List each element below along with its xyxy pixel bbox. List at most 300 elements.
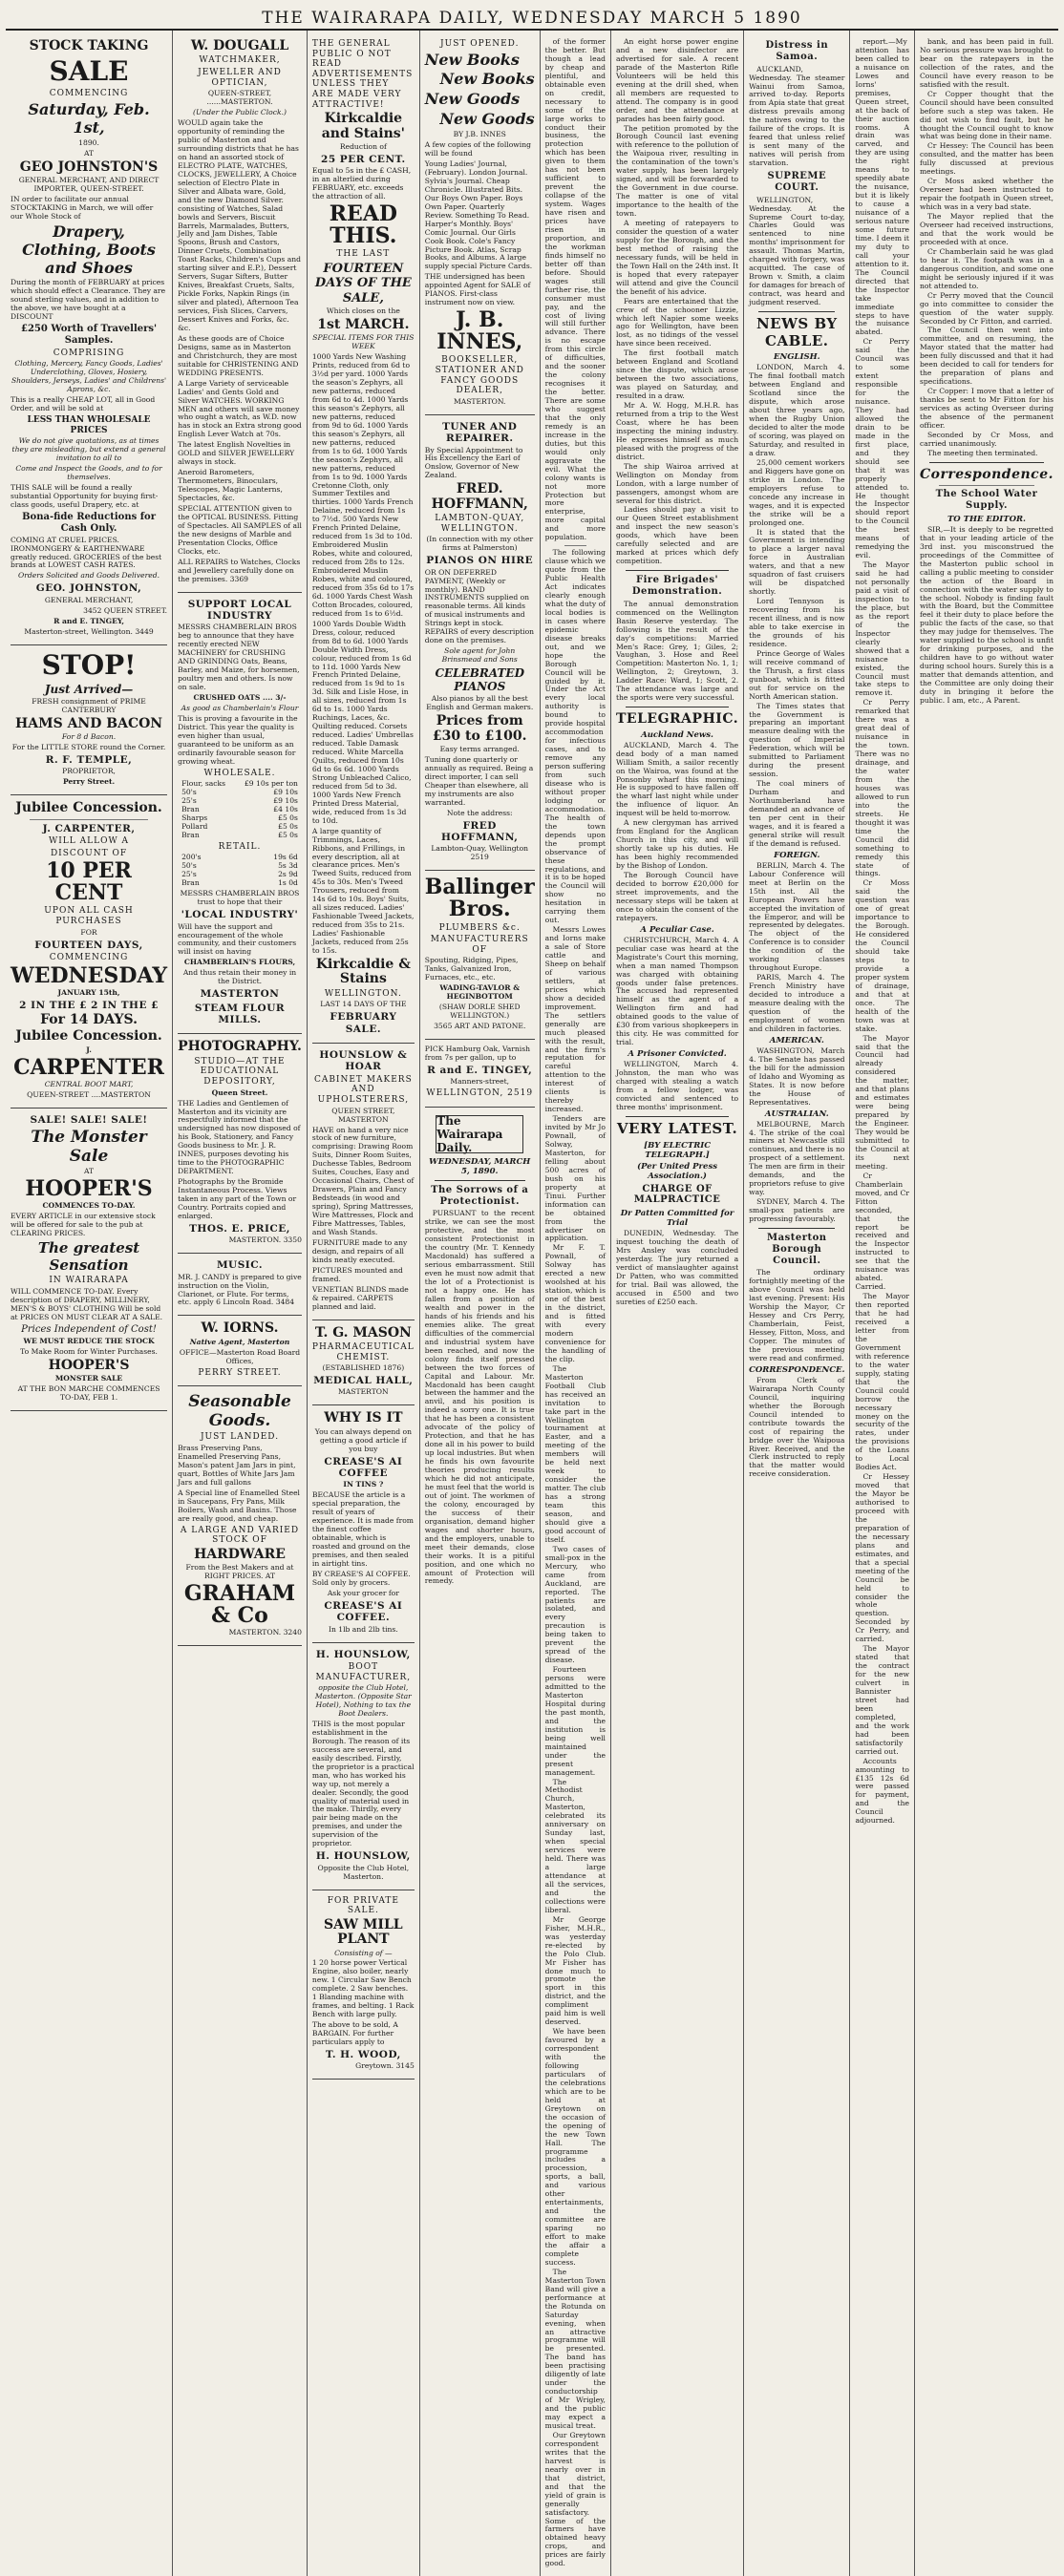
article-body: The meeting then terminated. [926, 448, 1038, 457]
ad-body: A large quantity of Trimmings, Laces, Ribbons, and Frillings, in every description, all at clearance prices. Men's Tweed Suits, reduced from 45s to 30s. Men's Tweed Trousers, reduced from 14s 6d to 10s. Boys' Suits, all sizes reduced. Ladies' Fashionable Tweed Jackets, reduced from 35s to 21s. Ladies' Fashionable Jackets, reduced from 25s to 15s. [311, 826, 415, 955]
ad-heading: LESS THAN WHOLESALE PRICES [27, 415, 151, 435]
masthead: THE WAIRARAPA DAILY, WEDNESDAY MARCH 5 1890 [6, 6, 1058, 31]
article-subheading: (Per United Press Association.) [637, 1161, 718, 1181]
ad-heading: SAW MILL PLANT [324, 1916, 403, 1948]
ad-heading: Prices Independent of Cost! [21, 1323, 157, 1335]
ad-text: Reduction of [339, 142, 387, 152]
ad-text: Manners-street, [450, 1077, 510, 1087]
ad-body: PICTURES mounted and framed. [311, 1265, 403, 1283]
ad-heading: CREASE'S AI COFFEE [324, 1455, 403, 1480]
ad-signature: J. B. INNES, [436, 307, 523, 355]
article-body: The annual demonstration commenced on the Wellington Basin Reserve yesterday. The following is the result of the day's competitions: Married Men's Race: Grey, 1; Giles, 2; Vaughan, 3. Hose and Reel Competition: Masterton No. 1, 1; Wellington, 2; Greytown, 3. Ladder Race: Ward, 1; Scott, 2. The attendance was large and the sports were very successful. [615, 599, 739, 703]
ad-photography [178, 1034, 302, 1254]
ad-heading: Bona-fide Reductions for Cash Only. [22, 512, 156, 534]
ad-heading: The Monster Sale [31, 1128, 147, 1167]
ad-text: As good as Chamberlain's Flour [181, 703, 299, 712]
column-7 [744, 31, 850, 2576]
ad-text: For 8 d Bacon. [61, 732, 117, 742]
ad-mason-chemist [312, 1320, 415, 1406]
ad-body: COMING AT CRUEL PRICES. IRONMONGERY & EARTHENWARE greatly reduced. GROCERIES of the best brands at LOWEST CASH RATES. [11, 535, 162, 570]
divider [758, 311, 835, 312]
ad-text: WELLINGTON. [324, 988, 402, 999]
ad-heading: 10 PER CENT [46, 858, 132, 906]
ad-stop-hams [11, 645, 167, 796]
price-value: £9 10s per ton [244, 779, 298, 789]
price-value: 2s 9d [278, 870, 298, 879]
ad-heading: SUPPORT LOCAL INDUSTRY [187, 598, 292, 622]
article-body: 25,000 cement workers and Riggers have gone on strike in London. The employers refuse to concede any increase in wages, and it is expected the strike will be a prolonged one. [749, 457, 845, 527]
article-subheading: AMERICAN. [769, 1035, 824, 1045]
article-body: Cr Perry moved that the Council go into committee to consider the question of the water supply. Seconded by Cr Fitton, and carried. [919, 290, 1053, 326]
article-body: Cr Hessey: The Council has been consulted, and the matter has been fully discussed at previous meetings. [919, 141, 1053, 177]
ad-text: AT THE BON MARCHE COMMENCES TO-DAY, FEB 1. [17, 1383, 160, 1402]
ad-signature: THOS. E. PRICE, [189, 1222, 290, 1235]
price-row [178, 879, 302, 888]
ad-body: Clothing, Mercery, Fancy Goods, Ladies' Underclothing, Gloves, Hosiery, Shoulders, Jerseys, Ladies' and Childrens' Aprons, &c. [11, 359, 167, 394]
ad-heading: J. CARPENTER, [42, 822, 136, 834]
ad-heading: HAMS AND BACON [15, 715, 163, 731]
article-body: The Masterton Football Club has received an invitation to take part in the Wellington tournament at Easter, and a meeting of the members will be held next week to consider the matter. The club has a strong team this season, and should give a good account of itself. [544, 1363, 606, 1544]
ad-body: MR. J. CANDY is prepared to give instruction on the Violin, Clarionet, or Flute. For terms, etc. apply 6 Lincoln Road. 3484 [178, 1272, 302, 1307]
ad-tingey [425, 1040, 535, 1108]
ad-text: Which closes on the [326, 306, 400, 315]
ad-heading: SALE [49, 55, 129, 88]
ad-hoffmann-pianos [425, 415, 535, 872]
ad-text: PROPRIETOR, [62, 767, 116, 776]
article-body: Cr Hessey moved that the Mayor be authorised to proceed with the preparation of the necessary plans and estimates, and that a special meeting of the Council be held to consider the whole question. Seconded by Cr Perry, and carried. [855, 1472, 909, 1644]
ad-hounslow-hoar [312, 1044, 415, 1320]
article-body: Seconded by Cr Moss, and carried unanimously. [919, 430, 1053, 448]
ad-text: BOOT MANUFACTURER, [315, 1661, 412, 1682]
price-value: £5 0s [278, 830, 298, 839]
leader-section [425, 1108, 535, 1592]
ad-text: IN WAIRARAPA [49, 1276, 129, 1286]
ad-text: LAMBTON-QUAY, WELLINGTON. [435, 514, 525, 534]
column-8 [850, 31, 915, 2576]
ad-text: JUST OPENED. [440, 39, 520, 49]
article-body: Mr A. W. Hogg, M.H.R. has returned from a trip to the West Coast, where he has been inspecting the mining industry. He expresses himself as much pleased with the progress of the district. [615, 401, 739, 461]
section-heading: NEWS BY CABLE. [755, 315, 838, 349]
ad-text: Note the address: [446, 808, 513, 817]
ad-text: And thus retain their money in the District. [182, 968, 297, 986]
ad-body: BY CREASE'S AI COFFEE. Sold only by grocers. [311, 1569, 411, 1587]
article-body: of the former the better. But though a lead by cheap and plentiful, and obtainable even on credit, necessary to some of the large works to conduct their business, the protection which has been given to them has not been sufficient to prevent the collapse of the system. Wages have risen and prices have risen in proportion, and the workman finds himself no better off than before. Should wages still further rise, the consumer must pay, and the cost of living will still further advance. There is no escape from this circle of difficulties, and the sooner the colony recognises it the better. There are some who suggest that the only remedy is an increase in the duties, but this would only aggravate the evil. What the colony wants is not more Protection but more enterprise, more capital and more population. [544, 37, 606, 542]
price-row [178, 832, 302, 840]
price-item: 25's [181, 870, 197, 879]
article-heading: The Sorrows of a Protectionist. [431, 1184, 529, 1207]
divider [30, 819, 148, 820]
divider [929, 462, 1044, 463]
ad-body: EVERY ARTICLE in our extensive stock will be offered for sale to the pub at CLEARING PRICES. [11, 1212, 156, 1238]
ad-body: THE Ladies and Gentlemen of Masterton and its vicinity are respectfully informed that the undersigned has now disposed of his Book, Stationery, and Fancy Goods business to Mr. J. R. INNES, purposes devoting his time to the PHOTOGRAPHIC DEPARTMENT. [178, 1098, 301, 1176]
ad-innes-books [425, 33, 535, 415]
ad-text: PHARMACEUTICAL CHEMIST. [311, 1341, 415, 1362]
article-body: Accounts amounting to £135 12s 6d were passed for payment, and the Council adjourned. [855, 1756, 909, 1826]
ad-text: Queen Street. [211, 1087, 268, 1097]
price-item: 200's [181, 853, 202, 862]
ad-text: J. [86, 1045, 92, 1054]
article-body: Cr Copper thought that the Council should have been consulted before such a step was taken. He did not wish to find fault, but he thought the Council ought to know what was being done in their name. [919, 89, 1053, 141]
ad-heading: FOURTEEN DAYS OF THE SALE, [314, 261, 412, 306]
section-heading: TELEGRAPHIC. [615, 711, 739, 728]
ad-body: Tuning done quarterly or annually as required. Being a direct importer, I can sell Cheaper than elsewhere, all my instruments are also warranted. [424, 755, 534, 807]
article-body: Ladies should pay a visit to our Queen Street establishment and inspect the new season's goods, which have been carefully selected and are marked at prices which defy competition. [615, 505, 739, 566]
article-body: BERLIN, March 4. The Labour Conference will meet at Berlin on the 15th inst. All the European Powers have accepted the invitation of the Emperor, and will be represented by delegates. The object of the Conference is to consider the condition of the working classes throughout Europe. [749, 860, 845, 973]
ad-heading: WHY IS IT [324, 1410, 403, 1426]
article-body: The Borough Council have decided to borrow £20,000 for street improvements, and the necessary steps will be taken at once to obtain the consent of the ratepayers. [615, 871, 739, 922]
article-subheading: A Prisoner Convicted. [628, 1049, 727, 1060]
price-item: 25's [181, 796, 197, 806]
ad-text: FOR [80, 927, 97, 937]
ad-text: 3565 ART AND PATONE. [434, 1022, 526, 1031]
article-heading: SUPREME COURT. [767, 171, 827, 193]
ad-text: GENERAL MERCHANT, [44, 595, 134, 604]
ad-text: DISCOUNT OF [50, 848, 128, 858]
article-body: Cr Perry said the Council was to some extent responsible for the nuisance. They had allowed the drain to be made in the first place, and they should see that it was properly attended to. He thought the Inspector should report to the Council the best means of remedying the evil. [855, 337, 909, 560]
ad-heading: £250 Worth of Travellers' Samples. [21, 324, 158, 347]
ad-heading: Kirkcaldie and Stains' [321, 111, 405, 141]
ad-seasonable-goods [178, 1386, 302, 1646]
ad-heading: TUNER AND REPAIRER. [442, 420, 518, 445]
ad-text: WILL ALLOW A [49, 835, 130, 846]
ad-heading: MASTERTON [200, 988, 280, 1001]
article-body: MELBOURNE, March 4. The strike of the coal miners at Newcastle still continues, and there is no prospect of a settlement. The men are firm in their demands, and the proprietors refuse to give way. [749, 1119, 845, 1197]
columns [6, 31, 1058, 2568]
ad-text: Lambton-Quay, Wellington 2519 [431, 844, 529, 862]
price-item: Bran [181, 878, 200, 888]
ad-heading: HARDWARE [194, 1546, 286, 1562]
price-value: £9 10s [273, 788, 298, 797]
price-value: 5s 3d [278, 861, 298, 871]
article-subheading: TO THE EDITOR. [947, 514, 1027, 524]
price-item: 50's [181, 861, 197, 871]
price-item: Bran [181, 830, 200, 839]
divider [435, 1180, 525, 1181]
ad-heading: HOUNSLOW & HOAR [319, 1049, 408, 1073]
article-body: Fears are entertained that the crew of the schooner Lizzie, which left Napier some weeks ago for Wellington, have been lost, as no tidings of the vessel have since been received. [615, 296, 739, 348]
article-body: A new clergyman has arrived from England for the Anglican Church in this city, and will shortly take up his duties. He has been highly recommended by the Bishop of London. [615, 818, 739, 871]
ad-heading: PHOTOGRAPHY. [178, 1039, 302, 1055]
ad-date: Saturday, Feb. 1st, [28, 100, 150, 137]
ad-heading: HOOPER'S [25, 1176, 153, 1202]
article-subheading: CORRESPONDENCE. [749, 1364, 845, 1375]
ad-text: For the LITTLE STORE round the Corner. [11, 742, 166, 751]
ad-text: THE LAST [336, 249, 391, 260]
ad-text: FOR PRIVATE SALE. [327, 1895, 399, 1916]
ad-body: Orders Solicited and Goods Delivered. [18, 571, 160, 581]
article-body: The Mayor then reported that he had received a letter from the Government with reference to the water supply, stating that the Council could borrow the necessary money on the security of the rates, under the provisions of the Loans to Local Bodies Act. [855, 1292, 909, 1472]
ad-ballinger [425, 871, 535, 1040]
ad-heading: New Goods [439, 110, 535, 129]
ad-text: PERRY STREET. [198, 1367, 282, 1378]
ad-chamberlain-flour [178, 593, 302, 1035]
ad-text: WELLINGTON, 2519 [426, 1088, 534, 1099]
ad-signature: GRAHAM & Co [183, 1581, 296, 1629]
article-body: It is stated that the Government is intending to place a larger naval force in Australian waters, and that a new squadron of fast cruisers will be dispatched shortly. [749, 527, 845, 597]
article-body: The Council then went into committee, and on resuming, the Mayor stated that the matter had been fully discussed and that it had been decided to call for tenders for the preparation of plans and specifications. [919, 326, 1053, 387]
ad-heading: 2 IN THE £ 2 IN THE £ [19, 999, 159, 1011]
ad-text: COMPRISING [53, 348, 125, 358]
ad-heading: PIANOS ON HIRE [426, 555, 534, 567]
column-3 [308, 31, 420, 2576]
news-column [545, 33, 606, 2573]
ad-iorns [178, 1316, 302, 1386]
ad-body: Spouting, Ridging, Pipes, Tanks, Galvanized Iron, Furnaces, etc., etc. [424, 956, 519, 982]
ad-text: BOOKSELLER, STATIONER AND FANCY GOODS DEALER, [435, 355, 524, 396]
article-body: WELLINGTON, March 4. Johnston, the man who was charged with stealing a watch from a fellow lodger, was convicted and sentenced to three months' imprisonment. [615, 1060, 739, 1111]
price-item: 50's [181, 788, 197, 797]
ad-body: PICK Hamburg Oak, Varnish from 7s per gallon, up to [424, 1045, 531, 1062]
article-body: An eight horse power engine and a new disinfector are advertised for sale. A recent parade of the Masterton Rifle Volunteers will be held this evening at the drill shed, when all members are requested to attend. The company is in good order, and the attendance at parades has been fairly good. [615, 37, 739, 123]
ad-body: BECAUSE the article is a special preparation, the result of years of experience. It is made from the finest coffee obtainable, which is roasted and ground on the premises, and then sealed in airtight tins. [311, 1490, 414, 1568]
article-body: AUCKLAND, March 4. The dead body of a man named William Smith, a sailor recently on the Wairoa, was found at the Ponsonby wharf this morning. He is supposed to have fallen off the wharf last night while under the influence of liquor. An inquest will be held to-morrow. [615, 740, 739, 818]
article-body: Mr F. T. Pownall, of Solway has erected a new woolshed at his station, which is one of the best in the district, and is fitted with every modern convenience for the handling of the clip. [544, 1243, 606, 1363]
ad-text: MASTERTON. 3240 [228, 1628, 302, 1637]
price-item: Sharps [181, 813, 208, 823]
ad-text: CRUSHED OATS .... 3/- [193, 692, 287, 702]
ad-body: FURNITURE made to any design, and repairs of all kinds neatly executed. [311, 1237, 408, 1264]
ad-text: Perry Street. [62, 777, 116, 787]
price-table-retail [178, 854, 302, 888]
article-body: Mr George Fisher, M.H.R., was yesterday re-elected by the Polo Club. Mr Fisher has done much to promote the sport in this district, and the compliment paid him is well deserved. [544, 1914, 606, 2027]
ad-text: JANUARY 15th, [57, 987, 120, 997]
ad-jubilee-concession [11, 795, 167, 1108]
ad-text: Sole agent for John Brinsmead and Sons [441, 646, 518, 665]
article-body: Cr Chamberlain moved, and Cr Fitton seconded, that the report be received and the Inspector instructed to see that the nuisance was abated. Carried. [855, 1171, 909, 1292]
ad-body: Come and Inspect the Goods, and to for themselves. [15, 464, 162, 482]
article-body: The Mayor said that the Council had already considered the matter, and that plans and estimates were being prepared by the Engineer. They would be submitted to the Council at its next meeting. [855, 1033, 909, 1171]
ad-text: PLUMBERS &c. [438, 922, 521, 933]
ad-text: 1890. [78, 137, 99, 147]
ad-body: THIS is the most popular establishment in the Borough. The reason of its success are several, and easily described. Firstly, the proprietor is a practical man, who has worked his way up, not merely a dealer. Secondly, the good quality of material used in the make. Thirdly, every pair being made on the premises, and under the supervision of the proprietor. [311, 1719, 415, 1848]
ad-body: THE undersigned has been appointed Agent for SALE of PIANOS. First-class instrument now on view. [424, 272, 531, 307]
ad-text: QUEEN-STREET ....MASTERTON [27, 1089, 151, 1099]
ad-text: COMMENCING [49, 952, 129, 962]
ad-signature: R and E. TINGEY, [427, 1064, 533, 1076]
column-9 [915, 31, 1058, 2576]
ad-heading: H. HOUNSLOW, [315, 1648, 411, 1660]
ad-text: MASTERTON. [453, 396, 506, 406]
ad-heading: Jubilee Concession. [15, 800, 162, 816]
ad-heading: CELEBRATED PIANOS [435, 666, 524, 694]
ad-text: Easy terms arranged. [439, 745, 520, 754]
price-value: £5 0s [278, 813, 298, 823]
ad-heading: 'LOCAL INDUSTRY' [181, 909, 299, 921]
ad-body: This is proving a favourite in the District. This year the quality is even higher than usual, guaranteed to be uniform as an ordinarily favourable season for growing wheat. [178, 713, 298, 766]
price-value: £4 10s [273, 805, 298, 814]
ad-body: As these goods are of Choice Designs, same as in Masterton and Christchurch, they are most suitable for CHRISTENING AND WEDDING PRESENTS. [178, 333, 299, 377]
ad-heading: FEBRUARY SALE. [330, 1011, 397, 1035]
ad-heading: Seasonable Goods. [188, 1392, 291, 1431]
ad-heading: Jubilee Concession. [15, 1028, 162, 1045]
article-body: The Mayor said he had not personally paid a visit of inspection to the place, but as the report of the Inspector clearly showed that a nuisance existed, the Council must take steps to remove it. [855, 560, 909, 698]
ad-text: (Under the Public Clock.) [193, 108, 287, 117]
ad-heading: FOURTEEN DAYS, [34, 939, 143, 951]
ad-text: R and E. TINGEY, [53, 616, 124, 625]
article-body: We have been favoured by a correspondent with the following particulars of the celebrations which are to be held at Greytown on the occasion of the opening of the new Town Hall. The programme includes a procession, sports, a ball, and various other entertainments, and the committee are sparing no effort to make the affair a complete success. [544, 2027, 606, 2267]
section-heading: VERY LATEST. [616, 1119, 738, 1137]
ad-text: (In connection with my other firms at Palmerston) [426, 535, 534, 553]
news-column [920, 33, 1053, 710]
article-body: SYDNEY, March 4. The small-pox patients are progressing favourably. [749, 1197, 845, 1224]
ad-body: ALL REPAIRS to Watches, Clocks and Jewellery carefully done on the premises. 3369 [178, 557, 301, 583]
article-subheading: AUSTRALIAN. [764, 1109, 829, 1119]
ad-text: MANUFACTURERS OF [430, 935, 529, 955]
ad-heading: HOOPER'S [48, 1357, 130, 1373]
ad-body: WOULD again take the opportunity of reminding the public of Masterton and surrounding districts that he has on hand an assorted stock of ELECTRO PLATE, WATCHES, CLOCKS, JEWELLERY, A Choice selection of Electro Plate in Silver and Albata ware, Gold, and the new Diamond Silver. consisting of Watches, Salad bowls and Servers, Biscuit Barrels, Marmalades, Butters, Jelly and Jam Dishes, Table Spoons, Brush and Castors, Dinner Cruets, Combination Toast Racks, Children's Cups and starting silver and E.P.), Dessert Servers, Sugar Sifters, Butter Knives, Breakfast Cruets, Salts, Pickle Forks, Napkin Rings (in silver and plated), Afternoon Tea services, Fish Slices, Carvers, Dessert Knives and Forks, &c. &c. [178, 118, 301, 332]
article-body: Cr Copper: I move that a letter of thanks be sent to Mr Fitton for his services as acting Overseer during the absence of the permanent officer. [919, 387, 1053, 430]
ad-body: A Large Variety of serviceable Ladies' and Gents Gold and Silver WATCHES. WORKING MEN and others will save money who ought a watch, as W.D. now has in stock an Extra strong good English Lever Watch at 70s. [178, 378, 302, 439]
ad-body: By Special Appointment to His Excellency the Earl of Onslow, Governor of New Zealand. [424, 445, 523, 480]
ad-text: AT [83, 148, 95, 158]
dateline: WEDNESDAY, MARCH 5, 1890. [429, 1156, 531, 1176]
price-item: Bran [181, 805, 200, 814]
ad-text: UPON ALL CASH PURCHASES [44, 906, 134, 926]
ad-text: Ask your grocer for [327, 1588, 399, 1597]
ad-text: Also pianos by all the best English and German makers. [426, 694, 534, 712]
ad-signature: T. H. WOOD, [325, 2048, 401, 2060]
ad-text: COMMENCES TO-DAY. [42, 1201, 136, 1211]
column-5 [541, 31, 611, 2576]
ad-heading: New Books [424, 50, 520, 69]
ad-body: HAVE on hand a very nice stock of new furniture, comprising: Drawing Room Suits, Dinner Room Suites, Duchesse Tables, Bedroom Suites, Couches, Easy and Occasional Chairs, Chest of Drawers, Plain and Fancy Bedsteads (in wood and spring), Spring Mattresses, Wire Mattresses, Flock and Fibre Mattresses, Tables, and Wash Stands. [311, 1125, 415, 1236]
article-body: SIR,—It is deeply to be regretted that in your leading article of the 3rd inst. you misconstrued the proceedings of the Committee of the Masterton public school in calling a public meeting to consider the action of the Board in connection with the water supply to the school. Nobody is finding fault with the Board, but the Committee feel it their duty to place before the public the facts of the case, so that they may judge for themselves. The water supplied to the school is unfit for drinking purposes, and the children have to go without water during school hours. Surely this is a matter that demands attention, and the Committee are only doing their duty in bringing it before the public. I am, etc., A Parent. [919, 524, 1053, 705]
ad-body: Photographs by the Bromide Instantaneous Process. Views taken in any part of the Town or Country. Portraits copied and enlarged. [178, 1177, 297, 1220]
ad-text: Just Arrived— [44, 682, 134, 696]
ad-heading: New Goods [424, 90, 521, 109]
ad-signature: GEO. JOHNSTON, [35, 582, 142, 595]
news-column [749, 33, 844, 1484]
ad-text: STUDIO—AT THE EDUCATIONAL DEPOSITORY, [194, 1056, 286, 1087]
article-subheading: A Peculiar Case. [640, 924, 714, 935]
article-body: CHRISTCHURCH, March 4. A peculiar case was heard at the Magistrate's Court this morning, when a man named Thompson was charged with obtaining goods under false pretences. The accused had represented himself as the agent of a Wellington firm and had obtained goods to the value of £30 from various shopkeepers in this city. He was committed for trial. [615, 935, 739, 1047]
ad-body: A few copies of the following will be found [424, 140, 531, 158]
ad-body: A Special line of Enamelled Steel in Saucepans, Fry Pans, Milk Boilers, Wash and Basins. Those are really good, and cheap. [178, 1488, 300, 1523]
ad-saw-mill [312, 1890, 415, 2080]
article-body: DUNEDIN, Wednesday. The inquest touching the death of Mrs Ansley was concluded yesterday. The jury returned a verdict of manslaughter against Dr Patten, who was committed for trial. Bail was allowed, the accused in £500 and two sureties of £250 each. [615, 1229, 739, 1306]
ad-heading: CREASE'S AI COFFEE. [324, 1599, 403, 1624]
news-column [855, 33, 909, 1830]
column-4 [420, 31, 541, 2576]
ad-text: AT [83, 1167, 95, 1176]
column-2 [173, 31, 308, 2576]
ad-text: GENERAL MERCHANT, AND DIRECT IMPORTER, QUEEN-STREET. [18, 176, 160, 194]
ad-stocktaking-sale [11, 33, 167, 645]
ad-body: During the month of FEBRUARY at prices which should effect a Clearance. They are sound sterling values, and in addition to the above, we have bought at a DISCOUNT [11, 278, 166, 322]
article-heading: The School Water Supply. [935, 489, 1038, 512]
price-value: 19s 6d [273, 853, 298, 862]
ad-heading: W. IORNS. [201, 1320, 279, 1337]
column-1 [6, 31, 173, 2576]
ad-text: OFFICE—Masterton Road Board Offices, [179, 1347, 301, 1365]
ad-heading: 1st MARCH. [317, 316, 410, 332]
divider [758, 1228, 835, 1229]
ad-heading: Drapery, Clothing, Boots and Shoes [22, 222, 156, 277]
article-body: WELLINGTON, Wednesday. At the Supreme Court to-day, Charles Gould was sentenced to nine months' imprisonment for assault. Thomas Martin, charged with forgery, was acquitted. The case of Brown v. Smith, a claim for damages for breach of contract, was heard and judgment reserved. [749, 195, 845, 307]
divider [939, 485, 1034, 486]
ad-store-name: GEO JOHNSTON'S [19, 158, 159, 175]
article-subheading: ENGLISH. [773, 352, 820, 363]
price-value: £9 10s [273, 796, 298, 806]
ad-text: WE MUST REDUCE THE STOCK [23, 1336, 155, 1345]
ad-heading: For 14 DAYS. [40, 1011, 138, 1027]
ad-text: From the Best Makers and at RIGHT PRICES. AT [185, 1563, 294, 1581]
article-body: Messrs Lowes and Iorns make a sale of Store cattle and Sheep on behalf of various settlers, at prices which show a decided improvement. The settlers generally are much pleased with the result, and the firm's reputation for careful attention to the interest of clients is thereby increased. [544, 925, 606, 1114]
article-heading: Masterton Borough Council. [767, 1233, 827, 1266]
ad-body: This is a really CHEAP LOT, all in Good Order, and will be sold at [11, 395, 156, 413]
ad-body: Aneroid Barometers, Thermometers, Binoculars, Telescopes, Magic Lanterns, Spectacles, &c. [178, 468, 283, 503]
ad-text: COMMENCING [49, 89, 129, 99]
ad-heading: Ballinger Bros. [424, 875, 535, 922]
ad-body: SPECIAL ATTENTION given to the OPTICAL BUSINESS. Fitting of Spectacles. All SAMPLES of all the new designs of Marble and Presentation Clocks, Office Clocks, etc. [178, 504, 302, 556]
ad-crease-coffee [312, 1405, 415, 1642]
ad-heading: FRED. HOFFMANN, [431, 481, 528, 512]
article-body: The Methodist Church, Masterton, celebrated its anniversary on Sunday last, when special services were held. There was a large attendance at all the services, and the collections were liberal. [544, 1777, 606, 1914]
article-subheading: Auckland News. [641, 729, 713, 740]
ad-heading: Prices from £30 to £100. [432, 713, 527, 744]
ad-body: The latest English Novelties in GOLD and SILVER JEWELLERY always in stock. [178, 440, 295, 467]
article-body: PURSUANT to the recent strike, we can see the most protective, and the most consistent Protectionist in the country (Mr. T. Kennedy Macdonald) has suffered a serious embarrassment. Still even he must now admit that the lot of a Protectionist is not a happy one. He has fallen from a position of wealth and power in the hands of his friends and his enemies alike. The great difficulties of the commercial and industrial system have been reached, and now the colony finds itself pressed between the two forces of Capital and Labour. Mr. Macdonald has been caught between the hammer and the anvil, and his position is indeed a sorry one. It is true that he has been a consistent advocate of the policy of Protection, and that he has done all in his power to build up local industries. But when he finds his own favourite theories producing results which he did not anticipate, he must feel that the world is out of joint. The workmen of the colony, encouraged by the success of their organisation, demand higher wages and shorter hours, and the employers, unable to meet their demands, close their works. It is a pitiful position, and one which no amount of Protection will remedy. [424, 1209, 535, 1586]
ad-text: To Make Room for Winter Purchases. [20, 1346, 158, 1356]
article-subheading: FOREIGN. [774, 850, 820, 860]
ad-text: WADING-TAVLOR & HEGINBOTTOM [439, 983, 521, 1002]
ad-body: MESSRS CHAMBERLAIN BROS beg to announce that they have recently erected NEW MACHINERY for CRUSHING AND GRINDING Oats, Beans, Barley, and Maize, for horsemen, poultry men and others. Is now on sale. [178, 623, 300, 692]
ad-text: Consisting of — [334, 1948, 393, 1957]
ad-text: LAST 14 DAYS OF THE [320, 1000, 407, 1009]
divider [626, 570, 729, 571]
price-value: 1s 0d [278, 878, 298, 888]
ad-heading: SALE! SALE! SALE! [30, 1113, 148, 1126]
ad-text: SPECIAL ITEMS FOR THIS WEEK [312, 333, 415, 351]
ad-text: You can always depend on getting a good article if you buy [314, 1426, 412, 1453]
ad-text: JUST LANDED. [200, 1432, 280, 1443]
ad-music [178, 1254, 302, 1316]
article-body: The first football match between England and Scotland since the dispute, which arose between the two associations, was played on Saturday, and resulted in a draw. [615, 348, 739, 401]
article-body: WASHINGTON, March 4. The Senate has passed the bill for the admission of Idaho and Wyoming as States. It is now before the House of Representatives. [749, 1045, 845, 1107]
divider [626, 1116, 729, 1117]
article-subheading: [BY ELECTRIC TELEGRAPH.] [644, 1140, 712, 1160]
ad-dougall-watchmaker [178, 33, 302, 593]
ad-heading: STEAM FLOUR MILLS. [194, 1002, 286, 1025]
article-body: The coal miners of Durham and Northumberland have demanded an advance of ten per cent in their wages, and it is feared a general strike will result if the demand is refused. [749, 779, 845, 848]
article-body: The Mayor stated that the contract for the new culvert in Bannister street had been completed, and the work had been satisfactorily carried out. [855, 1644, 909, 1756]
article-body: The ship Wairoa arrived at Wellington on Monday from London, with a large number of passengers, amongst whom are several for this district. [615, 461, 739, 505]
ad-text: WHOLESALE. [203, 768, 276, 778]
article-body: The Masterton Town Band will give a performance at the Rotunda on Saturday evening, when an attractive programme will be presented. The band has been practising diligently of late under the conductorship of Mr Wrigley, and the public may expect a musical treat. [544, 2267, 606, 2431]
ad-body: IN order to facilitate our annual STOCKTAKING in March, we will offer our Whole Stock of [11, 194, 154, 221]
ad-text: CABINET MAKERS AND UPHOLSTERERS, [313, 1074, 413, 1105]
article-body: Tenders are invited by Mr Jo Pownall, of Solway, Masterton, for felling about 500 acres of bush on his property at Tinui. Further information can be obtained from the advertiser on application. [544, 1114, 606, 1243]
ad-text: IN TINS ? [343, 1480, 384, 1489]
article-body: The petition promoted by the Borough Council last evening with reference to the pollution of the Waipoua river, resulting in the contamination of the town's water supply, has been largely signed, and will be forwarded to the Government in due course. The matter is one of vital importance to the health of the town. [615, 123, 739, 219]
article-body: LONDON, March 4. The final football match between England and Scotland since the dispute, which arose about three years ago, when the Rugby Union decided to alter the mode of scoring, was played on Saturday, and resulted in a draw. [749, 363, 845, 457]
ad-text: Greytown. 3145 [355, 2061, 415, 2071]
article-body: A meeting of ratepayers to consider the question of a water supply for the Borough, and the best method of raising the necessary funds, will be held in the Town Hall on the 24th inst. It is hoped that every ratepayer will attend and give the Council the benefit of his advice. [615, 219, 739, 296]
ad-signature: R. F. TEMPLE, [45, 753, 133, 766]
ad-heading: MUSIC. [216, 1259, 264, 1272]
ad-text: QUEEN-STREET, ......MASTERTON. [206, 89, 273, 107]
ad-heading: The greatest Sensation [37, 1239, 140, 1274]
article-body: Fourteen persons were admitted to the Masterton Hospital during the past month, and the institution is being well maintained under the present management. [544, 1665, 606, 1777]
article-body: The Mayor replied that the Overseer had received instructions, and that the work would be proceeded with at once. [919, 212, 1053, 246]
column-6 [611, 31, 744, 2576]
article-heading: Fire Brigades' Demonstration. [631, 575, 723, 597]
ad-body: Brass Preserving Pans, Enamelled Preserving Pans, Mason's patent Jam Jars in pint, quart, Bottles of White Jars Jam Jars and full gallons [178, 1443, 296, 1487]
price-item: Pollard [181, 821, 208, 831]
ad-heading: CARPENTER [13, 1054, 164, 1080]
ad-text: BY J.B. INNES [453, 130, 506, 139]
ad-text: 3452 QUEEN STREET. [83, 605, 168, 615]
